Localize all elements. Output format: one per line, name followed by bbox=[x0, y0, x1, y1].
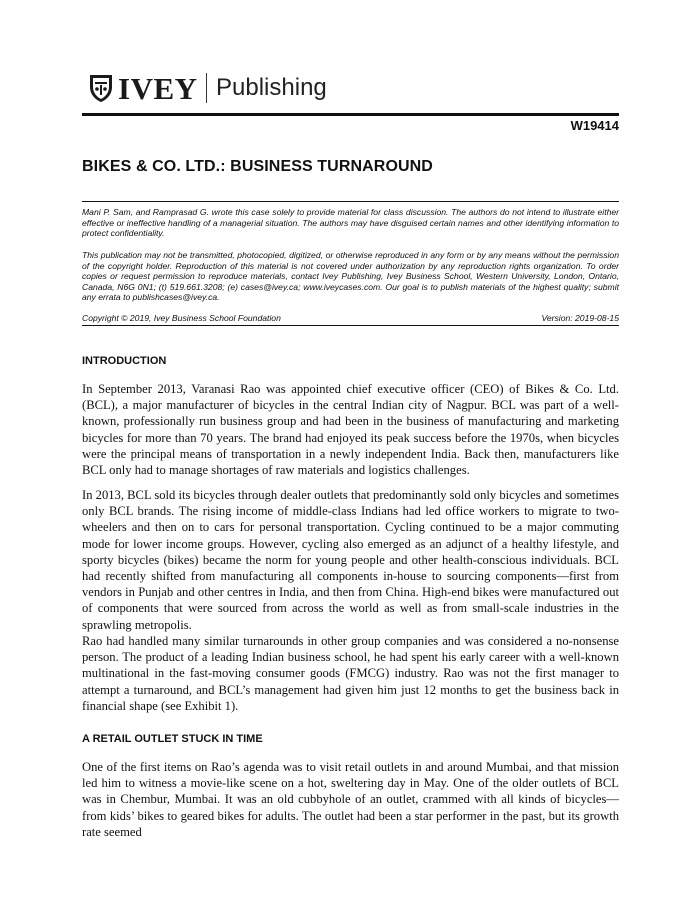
copyright-text: Copyright © 2019, Ivey Business School Foundation bbox=[82, 313, 281, 323]
case-title: BIKES & CO. LTD.: BUSINESS TURNAROUND bbox=[82, 158, 433, 175]
notice-top-rule bbox=[82, 201, 619, 202]
brand-subtitle: Publishing bbox=[216, 74, 327, 101]
paragraph-intro-3: Rao had handled many similar turnarounds in other group companies and was considered a no-nonsense person. The product of a leading Indian business school, he had spent his early career with a well-known multinational in the fast-moving consumer goods (FMCG) industry. Rao was not the first manager to attempt a turnaround, and BCL’s management had given him just 12 months to get the business back in financial shape (see Exhibit 1). bbox=[82, 634, 619, 713]
publisher-header bbox=[88, 68, 327, 108]
header-divider bbox=[206, 73, 208, 103]
paragraph-intro-2: In 2013, BCL sold its bicycles through dealer outlets that predominantly sold only bicycles and sometimes only BCL brands. The rising income of middle-class Indians had led office workers to migrate to two-wheelers and then on to cars for personal transportation. Cycling continued to be a major commuting mode for lower income groups. However, cycling also emerged as an adjunct of a healthy lifestyle, and sporty bicycles (bikes) became the norm for young people and other health-conscious individuals. BCL had recently shifted from manufacturing all components in-house to sourcing components—first from vendors in Punjab and other centres in India, and then from China. High-end bikes were manufactured out of components that were sourced from across the world as well as from small-scale industries in the sprawling metropolis. bbox=[82, 488, 619, 632]
paragraph-intro-1: In September 2013, Varanasi Rao was appointed chief executive officer (CEO) of Bikes & Co. Ltd. (BCL), a major manufacturer of bicycles in the central Indian city of Nagpur. BCL was part of a well-known, professionally run business group and had been in the business of manufacturing and marketing bicycles for more than 70 years. The brand had enjoyed its peak success before the 1970s, when bicycles were the principal means of transportation in a newly independent India. Back then, manufacturers like BCL only had to manage shortages of raw materials and logistics challenges. bbox=[82, 382, 619, 478]
header-rule bbox=[82, 113, 619, 116]
authors-notice: Mani P. Sam, and Ramprasad G. wrote this case solely to provide material for class discussion. The authors do not intend to illustrate either effective or ineffective handling of a managerial situation. The authors may have disguised certain names and other identifying information to protect confidentiality. bbox=[82, 207, 619, 239]
copyright-row bbox=[82, 313, 619, 323]
version-text: Version: 2019-08-15 bbox=[541, 313, 619, 323]
case-number: W19414 bbox=[570, 118, 619, 133]
section-heading-retail: A RETAIL OUTLET STUCK IN TIME bbox=[82, 733, 263, 745]
permission-notice: This publication may not be transmitted, photocopied, digitized, or otherwise reproduced in any form or by any means without the permission of the copyright holder. Reproduction of this material is not covered under authorization by any reproduction rights organization. To order copies or request permission to reproduce materials, contact Ivey Publishing, Ivey Business School, Western University, London, Ontario, Canada, N6G 0N1; (t) 519.661.3208; (e) cases@ivey.ca; www.iveycases.com. Our goal is to publish materials of the highest quality; submit any errata to publishcases@ivey.ca. bbox=[82, 250, 619, 303]
paragraph-retail-1: One of the first items on Rao’s agenda was to visit retail outlets in and around Mumbai, and that mission led him to witness a movie-like scene on a hot, sweltering day in May. One of the older outlets of BCL was in Chembur, Mumbai. It was an old cubbyhole of an outlet, crammed with all kinds of bicycles—from kids’ bikes to geared bikes for adults. The outlet had been a star performer in the past, but its growth rate seemed bbox=[82, 760, 619, 839]
section-heading-introduction: INTRODUCTION bbox=[82, 355, 167, 367]
ivey-crest-icon bbox=[88, 73, 114, 103]
brand-name: IVEY bbox=[118, 70, 198, 106]
notice-bottom-rule bbox=[82, 325, 619, 326]
